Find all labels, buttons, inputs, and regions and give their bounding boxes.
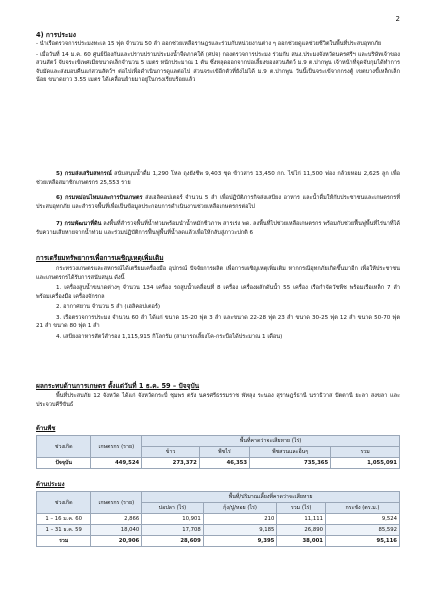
col-orchard: พืชสวนและอื่นๆ xyxy=(250,447,331,458)
table-row: ปัจจุบัน 449,524 273,372 46,353 735,365 1,055,091 xyxy=(37,458,400,469)
heading-cooperatives: 5) กรมส่งเสริมสหกรณ์ xyxy=(56,171,112,177)
col-farmers: เกษตรกร (ราย) xyxy=(91,436,142,458)
plant-table-label: ด้านพืช xyxy=(36,425,56,432)
col-area-group: พื้นที่คาดว่าจะเสียหาย (ไร่) xyxy=(142,436,400,447)
col-farmers: เกษตรกร (ราย) xyxy=(91,492,142,514)
fish-section xyxy=(36,479,400,547)
col-pond: บ่อปลา (ไร่) xyxy=(142,503,204,514)
section-cooperatives xyxy=(36,170,400,187)
col-area-group: พื้นที่/ปริมาณเลี้ยงที่คาดว่าจะเสียหาย xyxy=(142,492,400,503)
fisheries-para-1: - นำเรือตรวจการประมงทะเล 15 ฟุต จำนวน 50 ลำ ออกช่วยเหลือราษฎรและร่วมกับหน่วยงานต่าง ๆ ออกช่วยดูแลช่วยชีวิตในพื้นที่ประสบอุทกภัย xyxy=(36,41,382,47)
col-total-area: รวม (ไร่) xyxy=(277,503,326,514)
table-row: 1 – 31 ธ.ค. 59 18,040 17,708 9,185 26,890 85,592 xyxy=(37,525,400,536)
aviation-para: 6) กรมหม่อนไหมและการบินเกษตร ส่งเฮลิคอปเตอร์ จำนวน 5 ลำ เพื่อปฏิบัติภารกิจส่งเสบียง อาหาร และน้ำดื่มให้กับประชาชนและเกษตรกรที่ประสบอุทกภัย และสำรวจพื้นที่เพื่อเป็นข้อมูลประกอบการดำเนินงานช่วยเหลือเกษตรกรต่อไป xyxy=(36,195,401,210)
heading-land-development: 7) กรมพัฒนาที่ดิน xyxy=(56,221,102,227)
col-rice: ข้าว xyxy=(142,447,200,458)
heading-fisheries: 4) การประมง xyxy=(36,31,76,39)
preparation-item-4: 4. เสบียงอาหารสัตว์สำรอง 1,115,915 กิโลกรัม (สามารถเลี้ยงโค-กระบือได้ประมาณ 1 เดือน) xyxy=(56,333,283,340)
section-aviation xyxy=(36,194,400,211)
section-fisheries xyxy=(36,31,400,85)
preparation-item-3: 3. เรือตรวจการประมง จำนวน 60 ลำ ได้แก่ ขนาด 15-20 ฟุต 3 ลำ และขนาด 22-28 ฟุต 23 ลำ ขนาด 30-25 ฟุต 12 ลำ ขนาด 50-70 ฟุต 21 ลำ ขนาด 80 ฟุต 1 ลำ xyxy=(36,314,400,329)
page-number: 2 xyxy=(395,15,400,23)
preparation-item-2: 2. อากาศยาน จำนวน 5 ลำ (เฮลิคอปเตอร์) xyxy=(56,304,161,310)
fish-damage-table xyxy=(36,491,400,547)
heading-impact: ผลกระทบด้านการเกษตร ตั้งแต่วันที่ 1 ธ.ค. 59 – ปัจจุบัน xyxy=(36,382,200,390)
section-impact xyxy=(36,382,400,409)
fish-table-label: ด้านประมง xyxy=(36,481,65,488)
section-land-development xyxy=(36,220,400,237)
preparation-item-1: 1. เครื่องสูบน้ำขนาดต่างๆ จำนวน 134 เครื่อง รถสูบน้ำเคลื่อนที่ 8 เครื่อง เครื่องผลักดันน้ำ 55 เครื่อง เรือกำจัดวัชพืช พร้อมเรือเหล็ก 7 ลำ พร้อมเครื่องมือ เครื่องจักรกล xyxy=(36,285,400,300)
col-field-crops: พืชไร่ xyxy=(199,447,249,458)
plant-section xyxy=(36,423,400,469)
section-preparation xyxy=(36,254,400,341)
col-period: ช่วงเกิด xyxy=(37,492,91,514)
col-total: รวม xyxy=(331,447,400,458)
cooperatives-para: 5) กรมส่งเสริมสหกรณ์ สนับสนุนน้ำดื่ม 1,290 โหล ถุงยังชีพ 9,403 ชุด ข้าวสาร 13,450 กก. ไข่ไก่ 11,500 ฟอง กล้วยหอม 2,625 ลูก เพื่อช่วยเหลือสมาชิกเกษตรกร 25,553 ราย xyxy=(36,171,401,186)
heading-aviation: 6) กรมหม่อนไหมและการบินเกษตร xyxy=(56,195,143,201)
impact-para: พื้นที่ประสบภัย 12 จังหวัด ได้แก่ จังหวัดกระบี่ ชุมพร ตรัง นครศรีธรรมราช พัทลุง ระนอง สุราษฎร์ธานี นราธิวาส ปัตตานี ยะลา สงขลา และประจวบคีรีขันธ์ xyxy=(36,393,400,408)
fisheries-para-2: - เมื่อวันที่ 14 ม.ค. 60 ศูนย์ป้องกันและปราบปรามประมงน้ำจืดภาคใต้ (ศปจ) กองตรวจการประมง ร่วมกับ สนง.ประมงจังหวัดนครศรีฯ และบริษัทเจ้าของสวนสัตว์ จับจระเข้เพศเมียขนาดเล็กจำนวน 5 เมตร หนักประมาณ 1 ตัน ซึ่งหลุดออกจากบ่อเลี้ยงของสวนสัตว์ ม.9 ต.ปากพูน เจ้าหน้าที่จุดจับกุมได้ทำการจับมัดและส่งมอบคืนแก่สวนสัตว์ฯ ต่อไปเพื่อดำเนินการดูแลต่อไป ส่วนจระเข้อีกตัวที่ยังไม่ได้ ม.9 ต.ปากพูน วันนี้เป็นจระเข้จากกรงตู้ เขตบางขี้เหล็กเล็กน้อย ขนาดยาว 3.55 เมตร ได้เคลื่อนย้ายมาอยู่ในกรงเรียบร้อยแล้ว xyxy=(36,51,400,83)
land-development-para: 7) กรมพัฒนาที่ดิน ลงพื้นที่สำรวจพื้นที่น้ำท่วมพร้อมนำน้ำหมักชีวภาพ สารเร่ง พด. ลงพื้นที่ไปช่วยเหลือเกษตรกร พร้อมกับช่วยฟื้นฟูพื้นที่ไร่นาที่ได้รับความเสียหายจากน้ำท่วม และร่วมปฏิบัติการฟื้นฟูพื้นที่น้ำลดแล้วเพื่อให้กลับสู่ภาวะปกติ 6 xyxy=(36,221,400,236)
preparation-intro: กระทรวงเกษตรและสหกรณ์ได้เตรียมเครื่องมือ อุปกรณ์ ปัจจัยการผลิต เพื่อการเผชิญเหตุเพิ่มเติม หากกรณีอุทกภัยเกิดขึ้นมาอีก เพื่อให้ประชาชนและเกษตรกรได้รับการสนับสนุน ดังนี้ xyxy=(36,266,400,281)
col-shrimp: กุ้ง/ปู/หอย (ไร่) xyxy=(203,503,277,514)
col-period: ช่วงเกิด xyxy=(37,436,91,458)
heading-preparation: การเตรียมทรัพยากรเพื่อการเผชิญเหตุเพิ่มเติม xyxy=(36,254,164,262)
col-cage: กระชัง (ตร.ม.) xyxy=(325,503,399,514)
table-row: 1 – 16 ม.ค. 60 2,866 10,901 210 11,111 9,524 xyxy=(37,514,400,525)
table-row-total: รวม 20,906 28,609 9,395 38,001 95,116 xyxy=(37,536,400,547)
plant-damage-table xyxy=(36,435,400,469)
